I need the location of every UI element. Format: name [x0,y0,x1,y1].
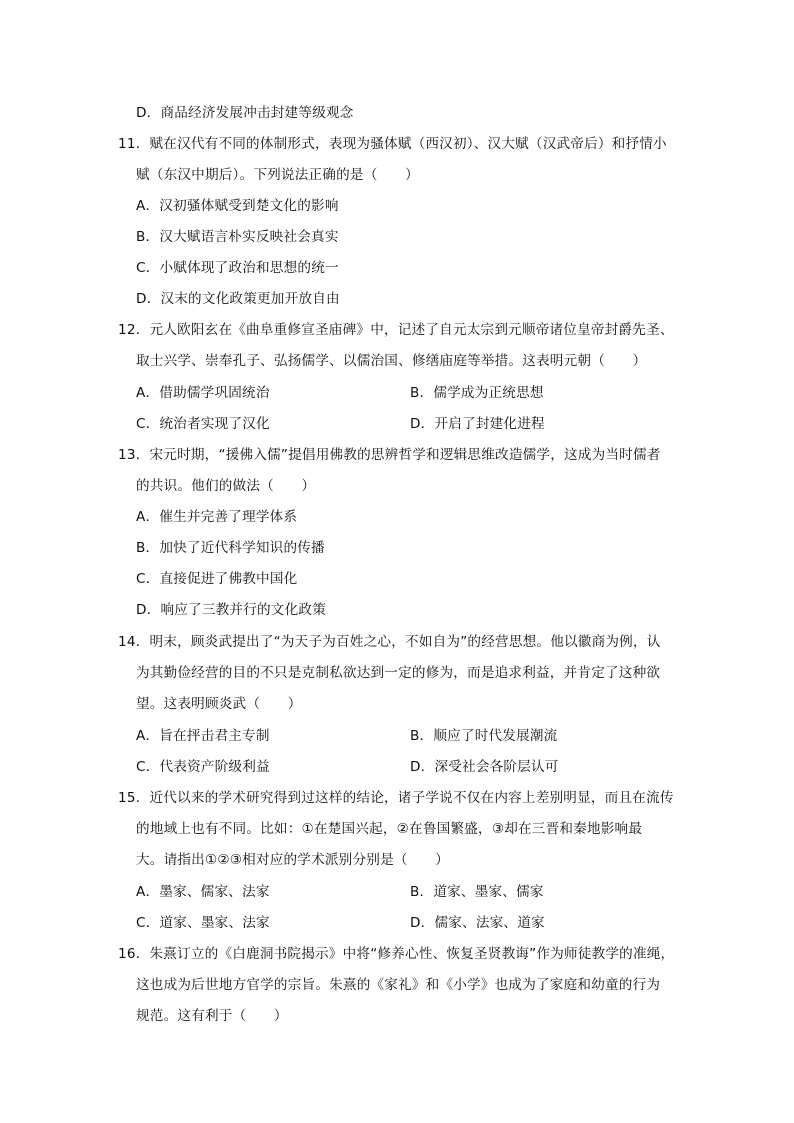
q13-stem-line2: 的共识。他们的做法（ ） [136,478,316,494]
q14-option-a: A．旨在抨击君主专制 [136,728,270,744]
q10-option-d: D．商品经济发展冲击封建等级观念 [136,105,354,121]
q15-option-a: A．墨家、儒家、法家 [136,884,270,900]
q15-option-b: B．道家、墨家、儒家 [410,884,544,900]
q14-stem-line1: 14．明末，顾炎武提出了“为天子为百姓之心，不如自为”的经营思想。他以徽商为例，认 [118,634,661,650]
q13-stem-line1: 13．宋元时期，“援佛入儒”提倡用佛教的思辨哲学和逻辑思维改造儒学，这成为当时儒者 [118,447,661,463]
q14-option-d: D．深受社会各阶层认可 [410,759,559,775]
q12-stem-line2: 取士兴学、崇奉孔子、弘扬儒学、以儒治国、修缮庙庭等举措。这表明元朝（ ） [136,353,647,369]
q16-stem-line1: 16．朱熹订立的《白鹿洞书院揭示》中将“修养心性、恢复圣贤教诲”作为师徒教学的准绳， [118,946,675,962]
q11-option-d: D．汉末的文化政策更加开放自由 [136,291,340,307]
q11-option-c: C．小赋体现了政治和思想的统一 [136,260,339,276]
q12-stem-line1: 12．元人欧阳玄在《曲阜重修宣圣庙碑》中，记述了自元太宗到元顺帝诸位皇帝封爵先圣、 [118,322,674,338]
q12-option-b: B．儒学成为正统思想 [410,385,544,401]
q14-option-c: C．代表资产阶级利益 [136,759,270,775]
q13-option-c: C．直接促进了佛教中国化 [136,571,298,587]
q13-option-d: D．响应了三教并行的文化政策 [136,602,326,618]
q14-option-b: B．顺应了时代发展潮流 [410,728,558,744]
q15-option-c: C．道家、墨家、法家 [136,915,270,931]
q13-option-a: A．催生并完善了理学体系 [136,509,298,525]
q11-option-b: B．汉大赋语言朴实反映社会真实 [136,229,339,245]
q13-option-b: B．加快了近代科学知识的传播 [136,540,325,556]
q14-stem-line2: 为其勤俭经营的目的不只是克制私欲达到一定的修为，而是追求利益，并肯定了这种欲 [136,665,661,681]
q15-stem-line3: 大。请指出①②③相对应的学术派别分别是（ ） [136,852,450,868]
q14-stem-line3: 望。这表明顾炎武（ ） [136,696,302,712]
q11-stem-line1: 11．赋在汉代有不同的体制形式，表现为骚体赋（西汉初）、汉大赋（汉武帝后）和抒情小 [118,136,667,152]
q12-option-c: C．统治者实现了汉化 [136,416,270,432]
q11-stem-line2: 赋（东汉中期后）。下列说法正确的是（ ） [136,167,419,183]
q12-option-d: D．开启了封建化进程 [410,416,545,432]
q16-stem-line3: 规范。这有利于（ ） [136,1008,288,1024]
q16-stem-line2: 这也成为后世地方官学的宗旨。朱熹的《家礼》和《小学》也成为了家庭和幼童的行为 [136,977,661,993]
q12-option-a: A．借助儒学巩固统治 [136,385,270,401]
q15-stem-line2: 的地域上也有不同。比如：①在楚国兴起，②在鲁国繁盛，③却在三晋和秦地影响最 [136,821,643,837]
q11-option-a: A．汉初骚体赋受到楚文化的影响 [136,198,339,214]
q15-stem-line1: 15．近代以来的学术研究得到过这样的结论，诸子学说不仅在内容上差别明显，而且在流传 [118,790,674,806]
q15-option-d: D．儒家、法家、道家 [410,915,545,931]
